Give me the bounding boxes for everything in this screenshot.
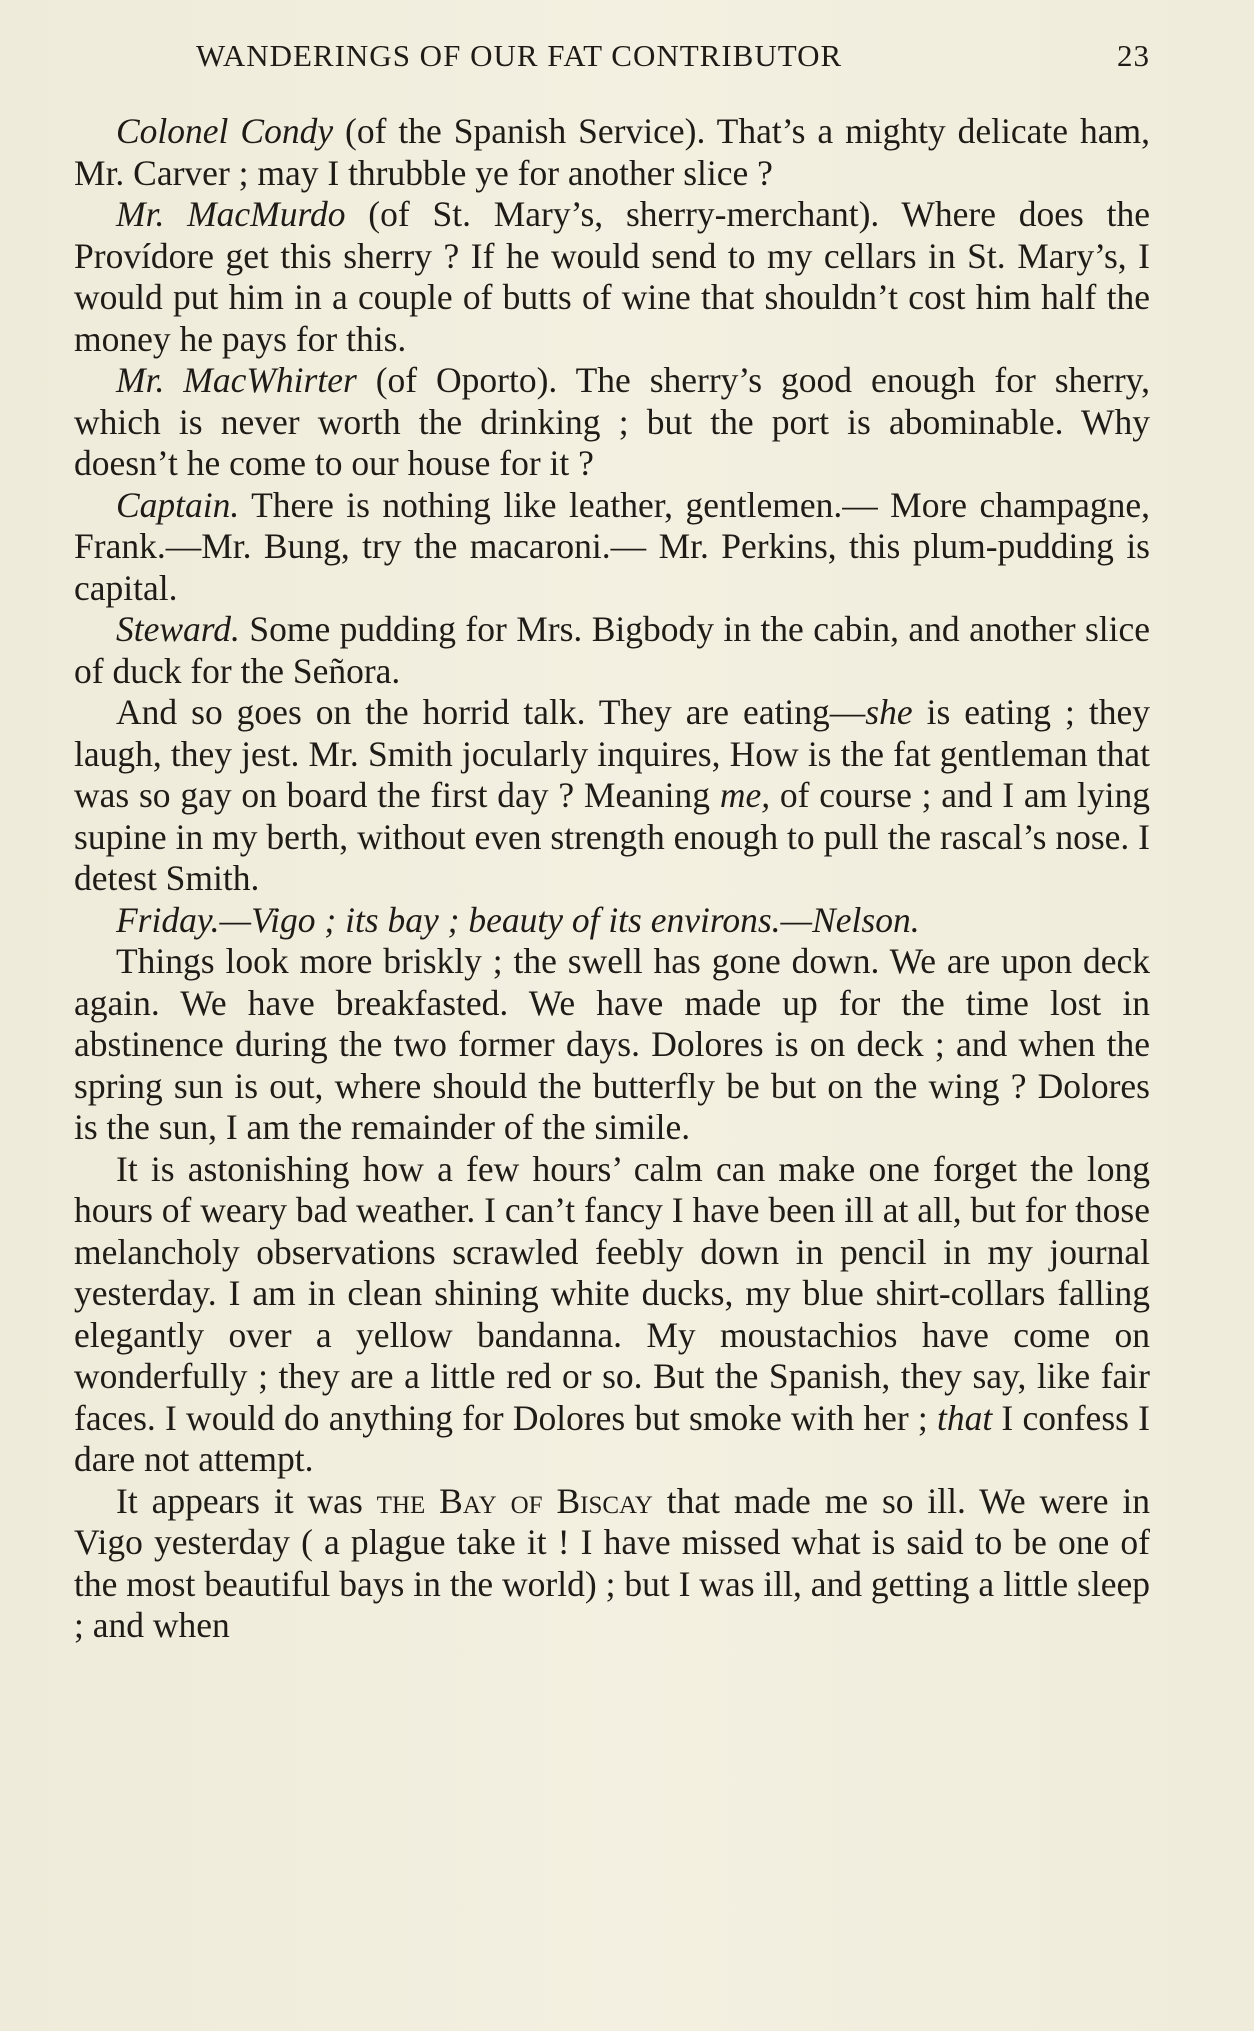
paragraph-text: I confess I dare not attempt. xyxy=(74,1397,1150,1479)
narrative-paragraph xyxy=(74,1149,1150,1481)
dialogue-text: (of St. Mary’s, sherry-merchant). Where does the Provídore get this sherry ? If he would send to my cellars in St. Mary’s, I would put him in a couple of butts of wine that shouldn’t cost him half the money he pays for this. xyxy=(74,194,1150,359)
narrative-paragraph xyxy=(74,692,1150,900)
emphasis-text: me, xyxy=(719,775,771,815)
speaker-name: Colonel Condy xyxy=(116,111,334,151)
dialogue-text: (of Oporto). The sherry’s good enough for sherry, which is never worth the drinking ; but the port is abominable. Why doesn’t he come to our house for it ? xyxy=(74,360,1151,483)
page-number: 23 xyxy=(1117,38,1150,73)
dialogue-paragraph xyxy=(74,609,1150,692)
page-header xyxy=(196,38,1150,82)
speaker-name: Mr. MacWhirter xyxy=(116,360,357,400)
paragraph-text: It appears it was xyxy=(116,1480,377,1521)
dialogue-text: Some pudding for Mrs. Bigbody in the cabin, and another slice of duck for the Señora. xyxy=(74,609,1150,691)
speaker-name: Mr. MacMurdo xyxy=(116,194,346,234)
speaker-name: Captain. xyxy=(116,484,240,525)
body-text xyxy=(74,111,1150,1647)
paragraph-text: that made me so ill. We were in Vigo yesterday ( a plague take it ! I have missed what is said to be one of the most beautiful bays in the world) ; but I was ill, and getting a little sleep ; and when xyxy=(74,1480,1150,1645)
dialogue-text: There is nothing like leather, gentlemen.— More champagne, Frank.—Mr. Bung, try the macaroni.— Mr. Perkins, this plum-pudding is capital. xyxy=(74,484,1150,608)
paragraph-text: It is astonishing how a few hours’ calm can make one forget the long hours of weary bad weather. I can’t fancy I have been ill at all, but for those melancholy observations scrawled feebly down in pencil in my journal yesterday. I am in clean shining white ducks, my blue shirt-collars falling elegantly over a yellow bandanna. My moustachios have come on wonderfully ; they are a little red or so. But the Spanish, they say, like fair faces. I would do anything for Dolores but smoke with her ; xyxy=(74,1148,1150,1438)
section-heading: Friday.—Vigo ; its bay ; beauty of its environs.—Nelson. xyxy=(116,899,920,940)
paragraph-text: And so goes on the horrid talk. They are eating— xyxy=(116,692,866,732)
narrative-paragraph: Things look more briskly ; the swell has gone down. We are upon deck again. We have breakfasted. We have made up for the time lost in abstinence during the two former days. Dolores is on deck ; and when the spring sun is out, where should the butterfly be but on the wing ? Dolores is the sun, I am the remainder of the simile. xyxy=(74,941,1150,1147)
running-head: WANDERINGS OF OUR FAT CONTRIBUTOR xyxy=(196,38,843,73)
dialogue-paragraph xyxy=(74,485,1150,610)
dialogue-paragraph xyxy=(74,360,1150,485)
paragraph-text: of course ; and I am lying supine in my berth, without even strength enough to pull the rascal’s nose. I detest Smith. xyxy=(74,775,1150,898)
narrative-paragraph xyxy=(74,1481,1150,1647)
paragraph-text: is eating ; they laugh, they jest. Mr. Smith jocularly inquires, How is the fat gentleman that was so gay on board the first day ? Meaning xyxy=(74,692,1150,815)
emphasis-text: that xyxy=(936,1397,993,1438)
emphasis-text: she xyxy=(865,692,913,732)
dialogue-paragraph xyxy=(74,111,1150,194)
small-caps-text: the Bay of Biscay xyxy=(376,1480,653,1521)
speaker-name: Steward. xyxy=(116,609,240,649)
dialogue-paragraph xyxy=(74,194,1150,360)
dialogue-text: (of the Spanish Service). That’s a mighty delicate ham, Mr. Carver ; may I thrubble ye for another slice ? xyxy=(74,111,1150,193)
